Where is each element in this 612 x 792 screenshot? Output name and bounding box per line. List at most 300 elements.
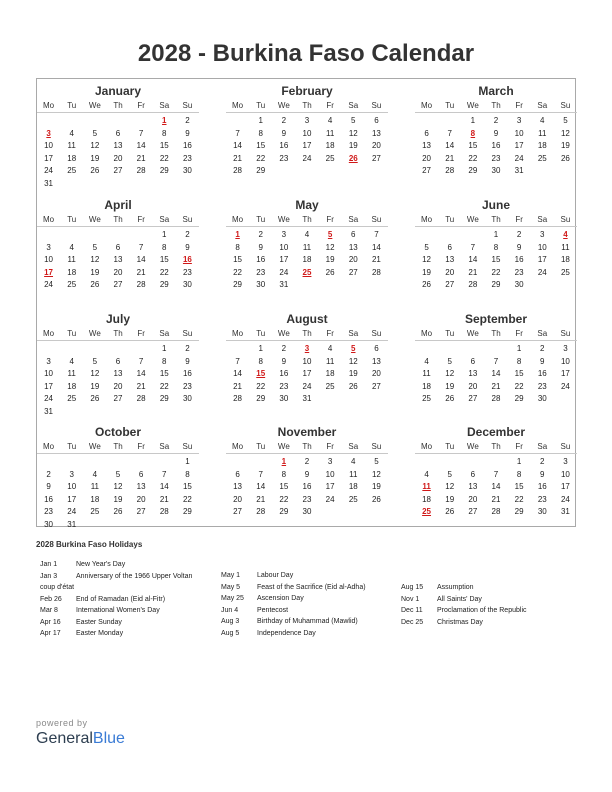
day-cell: 26 [422,280,432,289]
day-cell: 18 [67,267,77,277]
empty-cell [438,343,461,356]
weekday-label: Tu [445,215,455,224]
weekday-label: Su [371,101,382,110]
day-cell: 15 [514,482,524,491]
day-cell: 7 [258,469,263,479]
weekday-label: Su [560,215,571,224]
day-cell: 4 [424,469,429,479]
day-cell: 31 [514,166,524,175]
day-cell: 16 [44,494,54,504]
weekday-label: We [88,329,101,338]
weekday-label: Th [491,329,501,338]
day-cell: 9 [281,356,287,366]
day-cell: 27 [422,166,432,175]
month-february [226,79,388,191]
day-cell: 8 [516,469,522,479]
weekday-header [37,440,199,454]
empty-cell [226,456,249,469]
day-cell: 5 [563,116,568,125]
weekday-label: Sa [537,329,548,338]
weekday-label: Fr [515,215,523,224]
day-cell: 10 [279,242,289,252]
day-cell: 15 [159,255,169,264]
holiday-name: End of Ramadan (Eid al-Fitr) [76,595,166,603]
day-cell: 25 [560,267,570,277]
day-cell: 8 [258,128,263,138]
holiday-row [221,628,366,640]
day-cell: 30 [537,394,547,403]
brand-general: General [36,730,93,747]
day-cell: 3 [46,356,51,366]
weekday-label: Mo [232,101,244,110]
day-cell: 28 [136,280,146,289]
weekday-label: Tu [256,215,266,224]
holidays-heading: 2028 Burkina Faso Holidays [36,540,143,549]
day-cell: 29 [491,280,501,289]
day-cell: 28 [468,280,478,289]
weekday-label: Sa [348,101,359,110]
day-grid [226,343,388,406]
empty-cell [438,115,461,128]
day-cell: 13 [348,242,358,252]
day-cell: 11 [67,141,76,150]
day-cell: 12 [371,469,381,479]
day-cell: 28 [491,507,501,516]
weekday-label: Sa [537,215,548,224]
weekday-label: Tu [445,329,455,338]
empty-cell [106,115,129,128]
weekday-label: Fr [137,442,145,451]
day-cell: 13 [371,128,381,138]
holiday-date-label: Apr 17 [40,630,61,637]
weekday-header [226,327,388,341]
day-cell: 16 [537,482,547,491]
day-cell: 20 [136,494,146,504]
day-grid [226,456,388,519]
holiday-date-label [4,582,40,594]
day-cell: 17 [560,369,570,378]
holiday-date: 8 [470,128,476,138]
day-cell: 8 [235,242,240,252]
day-cell: 3 [69,469,74,479]
day-cell: 26 [90,280,100,289]
day-cell: 3 [516,116,522,125]
holiday-date: 4 [563,230,568,239]
day-cell: 4 [351,457,356,466]
holiday-name: New Year's Day [76,561,126,568]
day-cell: 19 [422,267,432,277]
holiday-date: 25 [302,267,312,277]
holiday-name: Easter Sunday [76,618,122,626]
day-cell: 24 [279,267,289,277]
weekday-label: Sa [537,101,548,110]
day-cell: 26 [90,166,100,175]
empty-cell [415,115,438,128]
day-cell: 30 [302,507,312,516]
day-cell: 8 [516,356,522,366]
holiday-row [40,594,192,606]
holiday-date-label: Aug 3 [221,618,240,625]
day-cell: 11 [349,469,358,479]
day-cell: 22 [514,494,524,504]
day-cell: 11 [538,128,547,138]
day-cell: 6 [447,242,452,252]
day-cell: 5 [115,469,121,479]
empty-cell [37,456,60,469]
day-cell: 7 [138,242,144,252]
weekday-label: We [466,101,479,110]
empty-cell [106,343,129,356]
weekday-label: Sa [348,442,359,451]
day-cell: 22 [256,153,266,163]
weekday-label: We [88,215,101,224]
weekday-label: Fr [515,101,523,110]
day-cell: 1 [185,457,190,466]
day-cell: 27 [233,507,243,516]
day-cell: 20 [422,153,432,163]
day-cell: 21 [491,381,501,391]
day-cell: 15 [159,369,169,378]
empty-cell [83,115,106,128]
day-cell: 27 [348,267,358,277]
day-cell: 7 [162,469,167,479]
weekday-label: Mo [43,215,55,224]
day-cell: 5 [92,356,98,366]
day-cell: 4 [304,230,310,239]
holiday-date: 3 [46,128,51,138]
day-cell: 29 [514,394,524,403]
day-cell: 5 [92,242,98,252]
empty-cell [461,343,484,356]
day-cell: 1 [516,457,522,466]
day-cell: 26 [371,494,381,504]
day-cell: 30 [279,394,289,403]
day-cell: 22 [233,267,243,277]
day-cell: 30 [491,166,501,175]
day-cell: 19 [348,141,358,150]
day-cell: 11 [302,242,312,252]
holiday-row [221,593,366,605]
day-cell: 19 [371,482,381,491]
weekday-label: Th [302,329,312,338]
day-cell: 2 [185,344,190,353]
holiday-name: Birthday of Muhammad (Mawlid) [257,618,358,625]
day-cell: 23 [256,267,266,277]
month-name: December [466,425,526,439]
day-cell: 20 [371,369,381,378]
day-cell: 24 [537,267,547,277]
weekday-label: Tu [67,442,77,451]
holiday-date-label: May 25 [221,595,244,602]
day-cell: 24 [44,280,54,289]
day-cell: 29 [256,166,266,175]
day-cell: 9 [281,128,287,138]
day-cell: 13 [468,482,478,491]
day-cell: 18 [302,255,312,264]
day-cell: 7 [235,356,240,366]
day-cell: 16 [279,369,289,378]
day-cell: 17 [44,381,54,391]
month-july [37,307,199,419]
day-cell: 6 [235,469,240,479]
weekday-header [37,99,199,113]
weekday-label: Su [182,329,193,338]
weekday-label: Sa [348,329,359,338]
day-grid [226,115,388,178]
weekday-label: We [88,442,101,451]
day-cell: 8 [162,242,167,252]
day-cell: 10 [560,356,570,366]
month-june [415,193,577,305]
day-cell: 10 [302,356,312,366]
day-cell: 5 [447,356,452,366]
day-cell: 27 [113,166,123,175]
holiday-name: Assumption [437,584,474,591]
day-cell: 21 [445,153,455,163]
day-cell: 29 [514,507,524,516]
day-cell: 22 [159,153,169,163]
day-cell: 19 [90,381,100,391]
day-cell: 6 [424,128,429,138]
holiday-row [221,605,366,617]
day-cell: 15 [182,482,192,491]
day-cell: 14 [233,141,243,150]
empty-cell [130,229,153,242]
weekday-label: Fr [137,215,145,224]
day-cell: 18 [560,255,570,264]
day-cell: 22 [279,494,289,504]
weekday-label: Mo [43,329,55,338]
day-cell: 15 [279,482,289,491]
weekday-label: Fr [137,329,145,338]
day-cell: 9 [185,242,190,252]
day-cell: 15 [159,141,169,150]
empty-cell [83,456,106,469]
day-cell: 1 [162,344,167,353]
day-cell: 23 [302,494,312,504]
holiday-row [221,582,366,594]
weekday-label: Sa [159,101,170,110]
day-cell: 14 [468,255,478,264]
weekday-header [226,99,388,113]
day-cell: 11 [67,255,76,264]
day-cell: 9 [516,242,522,252]
day-cell: 30 [256,280,266,289]
day-cell: 29 [159,166,169,175]
weekday-label: We [277,215,290,224]
weekday-label: Sa [348,215,359,224]
day-cell: 14 [371,242,381,252]
weekday-label: Sa [159,329,170,338]
month-march [415,79,577,191]
month-october [37,420,199,532]
day-cell: 14 [136,369,146,378]
holiday-date-label: May 5 [221,583,241,591]
weekday-label: Th [113,101,123,110]
day-cell: 16 [302,482,312,491]
day-grid [415,456,577,519]
day-cell: 12 [445,369,455,378]
month-december [415,420,577,532]
empty-cell [249,456,272,469]
day-cell: 18 [325,141,335,150]
holiday-name: International Women's Day [76,607,160,614]
day-cell: 25 [67,280,77,289]
month-november [226,420,388,532]
day-cell: 21 [491,494,501,504]
day-cell: 19 [325,255,335,264]
day-cell: 7 [138,128,144,138]
day-cell: 10 [514,128,524,138]
day-cell: 8 [281,469,287,479]
empty-cell [130,456,153,469]
day-cell: 31 [302,394,312,403]
month-name: October [94,425,141,439]
day-cell: 14 [491,482,501,491]
day-cell: 9 [185,128,190,138]
holiday-row [401,594,527,606]
day-cell: 6 [470,469,476,479]
day-cell: 11 [325,356,335,366]
weekday-label: Fr [326,215,334,224]
empty-cell [106,229,129,242]
weekday-header [37,213,199,227]
day-cell: 6 [374,116,379,125]
day-cell: 13 [113,369,123,378]
day-cell: 29 [233,280,243,289]
day-cell: 23 [279,381,289,391]
day-cell: 6 [115,356,121,366]
weekday-label: Fr [326,442,334,451]
day-cell: 25 [325,153,335,163]
weekday-label: Mo [421,329,433,338]
day-cell: 5 [424,242,429,252]
day-cell: 27 [371,153,381,163]
day-cell: 18 [67,381,77,391]
day-cell: 25 [325,381,335,391]
day-cell: 31 [560,507,570,516]
day-cell: 4 [327,116,333,125]
holiday-date: 1 [162,116,167,125]
empty-cell [226,343,249,356]
day-cell: 13 [113,255,123,264]
day-cell: 1 [470,116,476,125]
day-cell: 12 [325,242,335,252]
day-cell: 4 [69,242,74,252]
day-cell: 18 [537,141,547,150]
day-cell: 24 [560,494,570,504]
holiday-date: 1 [235,230,240,239]
holiday-date: 1 [281,457,287,466]
day-cell: 8 [162,356,167,366]
day-cell: 9 [304,469,310,479]
day-cell: 10 [302,128,312,138]
day-cell: 25 [537,153,547,163]
day-cell: 9 [46,482,51,491]
day-cell: 25 [67,394,77,403]
empty-cell [461,229,484,242]
weekday-label: Tu [256,442,266,451]
day-cell: 3 [563,344,568,353]
day-cell: 16 [491,141,501,150]
day-cell: 17 [279,255,289,264]
day-cell: 30 [182,280,192,289]
day-cell: 2 [185,230,190,239]
day-cell: 23 [44,507,54,516]
day-cell: 3 [327,457,333,466]
day-cell: 17 [302,369,312,378]
day-cell: 16 [182,141,192,150]
day-cell: 18 [67,153,77,163]
day-cell: 13 [422,141,432,150]
day-cell: 2 [281,116,287,125]
month-april [37,193,199,305]
weekday-label: Mo [421,101,433,110]
day-cell: 4 [424,356,429,366]
day-cell: 28 [136,394,146,403]
day-cell: 5 [447,469,452,479]
day-cell: 20 [445,267,455,277]
day-cell: 8 [185,469,190,479]
day-cell: 11 [90,482,99,491]
day-cell: 14 [256,482,266,491]
day-cell: 16 [256,255,266,264]
weekday-label: Mo [43,442,55,451]
day-cell: 12 [445,482,455,491]
day-cell: 24 [44,394,54,403]
day-grid [415,115,577,178]
weekday-label: Tu [67,329,77,338]
day-cell: 28 [136,166,146,175]
day-cell: 8 [258,356,263,366]
day-cell: 26 [445,507,455,516]
day-cell: 22 [514,381,524,391]
weekday-header [415,99,577,113]
day-cell: 19 [445,494,455,504]
day-cell: 4 [327,344,333,353]
day-cell: 21 [136,153,146,163]
day-cell: 6 [138,469,144,479]
holiday-date-label: Dec 11 [401,607,423,614]
day-cell: 7 [493,356,499,366]
day-cell: 20 [348,255,358,264]
day-cell: 29 [256,394,266,403]
day-cell: 13 [233,482,243,491]
weekday-label: Mo [421,442,433,451]
day-cell: 28 [371,267,381,277]
generalblue-logo[interactable] [36,730,125,748]
day-cell: 12 [422,255,432,264]
day-cell: 23 [182,267,192,277]
empty-cell [415,343,438,356]
day-cell: 1 [162,230,167,239]
day-cell: 2 [304,457,310,466]
month-name: September [464,312,528,326]
day-cell: 11 [67,369,76,378]
day-cell: 27 [445,280,455,289]
empty-cell [60,343,83,356]
weekday-label: Tu [67,215,77,224]
day-cell: 6 [374,344,379,353]
weekday-label: Th [302,215,312,224]
day-cell: 22 [468,153,478,163]
weekday-label: Th [491,442,501,451]
weekday-label: We [466,329,479,338]
day-cell: 4 [540,116,545,125]
day-cell: 2 [258,230,263,239]
holiday-date-label: Jun 4 [221,606,239,614]
day-cell: 24 [325,494,335,504]
